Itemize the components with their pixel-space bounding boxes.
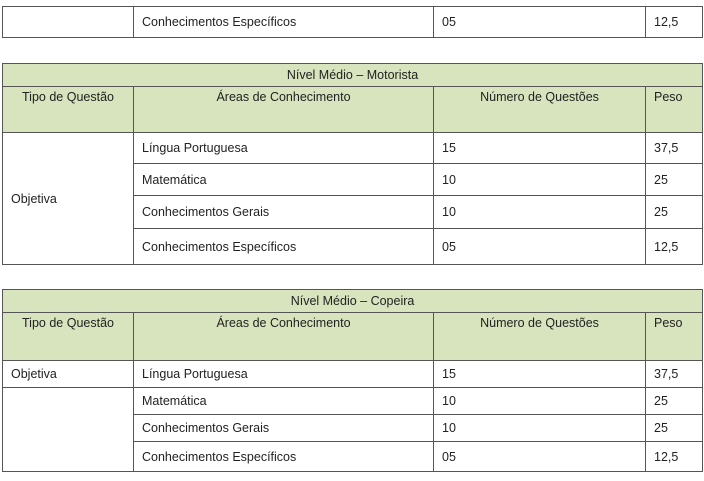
- questions-cell: 15: [434, 361, 646, 388]
- copeira-table: [2, 289, 703, 472]
- table-title: Nível Médio – Copeira: [3, 290, 703, 313]
- area-cell: Matemática: [134, 164, 434, 196]
- table-row: [3, 7, 703, 38]
- motorista-table: [2, 63, 703, 265]
- header-area: Áreas de Conhecimento: [134, 313, 434, 361]
- area-cell: Conhecimentos Gerais: [134, 415, 434, 442]
- header-questions: Número de Questões: [434, 313, 646, 361]
- header-questions: Número de Questões: [434, 87, 646, 133]
- header-area: Áreas de Conhecimento: [134, 87, 434, 133]
- weight-cell: 12,5: [646, 229, 703, 265]
- questions-cell: 05: [434, 7, 646, 38]
- table-row: [3, 133, 703, 164]
- questions-cell: 05: [434, 442, 646, 472]
- weight-cell: 12,5: [646, 442, 703, 472]
- questions-cell: 05: [434, 229, 646, 265]
- type-cell-empty: [3, 388, 134, 472]
- area-cell: Conhecimentos Gerais: [134, 196, 434, 229]
- table-title: Nível Médio – Motorista: [3, 64, 703, 87]
- weight-cell: 37,5: [646, 133, 703, 164]
- questions-cell: 10: [434, 388, 646, 415]
- weight-cell: 37,5: [646, 361, 703, 388]
- area-cell: Língua Portuguesa: [134, 133, 434, 164]
- area-cell: Conhecimentos Específicos: [134, 229, 434, 265]
- type-cell: Objetiva: [3, 133, 134, 265]
- previous-table-fragment: [2, 6, 703, 38]
- table-row: [3, 388, 703, 415]
- weight-cell: 25: [646, 388, 703, 415]
- weight-cell: 25: [646, 164, 703, 196]
- area-cell: Matemática: [134, 388, 434, 415]
- type-cell: [3, 7, 134, 38]
- questions-cell: 10: [434, 196, 646, 229]
- questions-cell: 10: [434, 164, 646, 196]
- weight-cell: 25: [646, 196, 703, 229]
- header-type: Tipo de Questão: [3, 313, 134, 361]
- type-cell: Objetiva: [3, 361, 134, 388]
- area-cell: Conhecimentos Específicos: [134, 442, 434, 472]
- table-row: [3, 361, 703, 388]
- header-type: Tipo de Questão: [3, 87, 134, 133]
- header-weight: Peso: [646, 313, 703, 361]
- area-cell: Conhecimentos Específicos: [134, 7, 434, 38]
- header-weight: Peso: [646, 87, 703, 133]
- weight-cell: 12,5: [646, 7, 703, 38]
- questions-cell: 15: [434, 133, 646, 164]
- area-cell: Língua Portuguesa: [134, 361, 434, 388]
- questions-cell: 10: [434, 415, 646, 442]
- weight-cell: 25: [646, 415, 703, 442]
